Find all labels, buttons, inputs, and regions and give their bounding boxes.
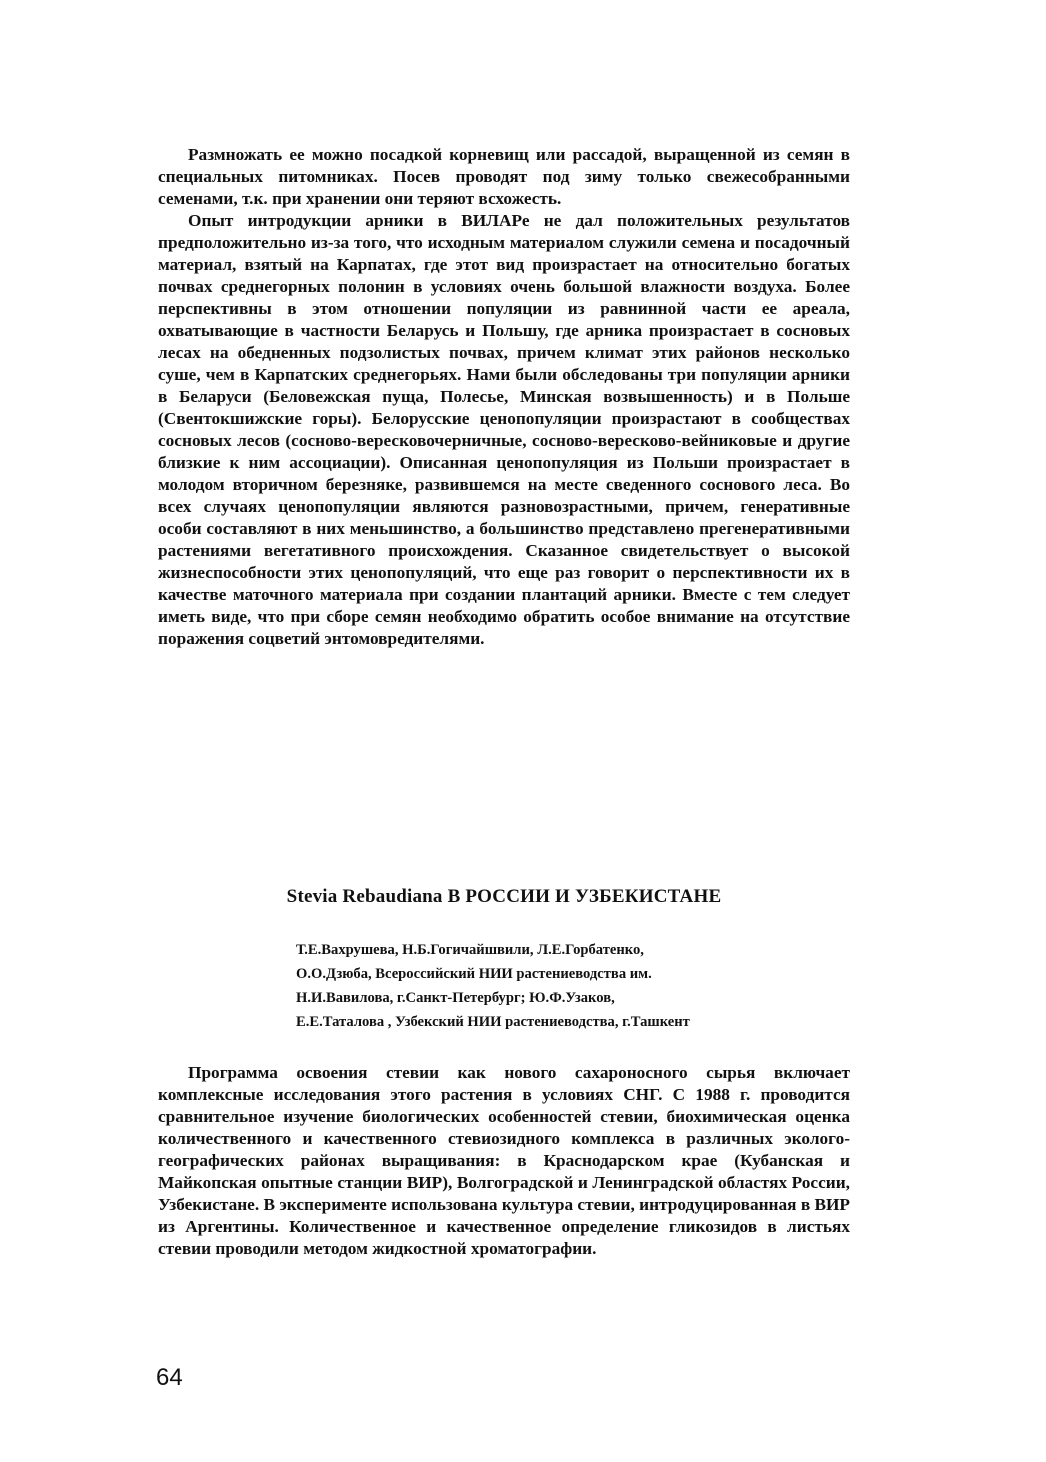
article-title: Stevia Rebaudiana В РОССИИ И УЗБЕКИСТАНЕ (286, 886, 722, 907)
paragraph-program: Программа освоения стевии как нового сахароносного сырья включает комплексные исследования этого растения в условиях СНГ. С 1988 г. проводится сравнительное изучение биологических особенностей стевии, биохимическая оценка количественного и качественного стевиозидного комплекса в различных эколого-географических районах выращивания: в Краснодарском крае (Кубанская и Майкопская опытные станции ВИР), Волгоградской и Ленинградской областях России, Узбекистане. В эксперименте использована культура стевии, интродуцированная в ВИР из Аргентины. Количественное и качественное определение гликозидов в листьях стевии проводили методом жидкостной хроматографии. (158, 1063, 850, 1258)
paragraph-propagation: Размножать ее можно посадкой корневищ или рассадой, выращенной из семян в специальных питомниках. Посев проводят под зиму только свежесобранными семенами, т.к. при хранении они теряют всхожесть. (158, 145, 850, 208)
author-line: Е.Е.Таталова , Узбекский НИИ растениеводства, г.Ташкент (296, 1014, 690, 1030)
paragraph-introduction-experience: Опыт интродукции арники в ВИЛАРе не дал положительных результатов предположительно из-за того, что исходным материалом служили семена и посадочный материал, взятый на Карпатах, где этот вид произрастает на относительно богатых почвах среднегорных полонин в условиях очень большой влажности воздуха. Более перспективны в этом отношении популяции из равнинной части ее ареала, охватывающие в частности Беларусь и Польшу, где арника произрастает в сосновых лесах на обедненных подзолистых почвах, причем климат этих районов несколько суше, чем в Карпатских среднегорьях. Нами были обследованы три популяции арники в Беларуси (Беловежская пуща, Полесье, Минская возвышенность) и в Польше (Свентокшижские горы). Белорусские ценопопуляции произрастают в сообществах сосновых лесов (сосново-вересковочерничные, сосново-вересково-вейниковые и другие близкие к ним ассоциации). Описанная ценопопуляция из Польши произрастает в молодом вторичном березняке, развившемся на месте сведенного соснового леса. Во всех случаях ценопопуляции являются разновозрастными, причем, генеративные особи составляют в них меньшинство, а большинство представлено прегенеративными растениями вегетативного происхождения. Сказанное свидетельствует о высокой жизнеспособности этих ценопопуляций, что еще раз говорит о перспективности их в качестве маточного материала при создании плантаций арники. Вместе с тем следует иметь виде, что при сборе семян необходимо обратить особое внимание на отсутствие поражения соцветий энтомовредителями. (158, 211, 850, 648)
article-continuation-text (158, 144, 850, 650)
author-line: Т.Е.Вахрушева, Н.Б.Гогичайшвили, Л.Е.Горбатенко, (296, 942, 644, 958)
page-number: 64 (156, 1364, 183, 1391)
author-affiliations (296, 938, 856, 1034)
article-body-text (158, 1062, 850, 1260)
author-line: О.О.Дзюба, Всероссийский НИИ растениеводства им. (296, 966, 652, 982)
author-line: Н.И.Вавилова, г.Санкт-Петербург; Ю.Ф.Узаков, (296, 990, 615, 1006)
